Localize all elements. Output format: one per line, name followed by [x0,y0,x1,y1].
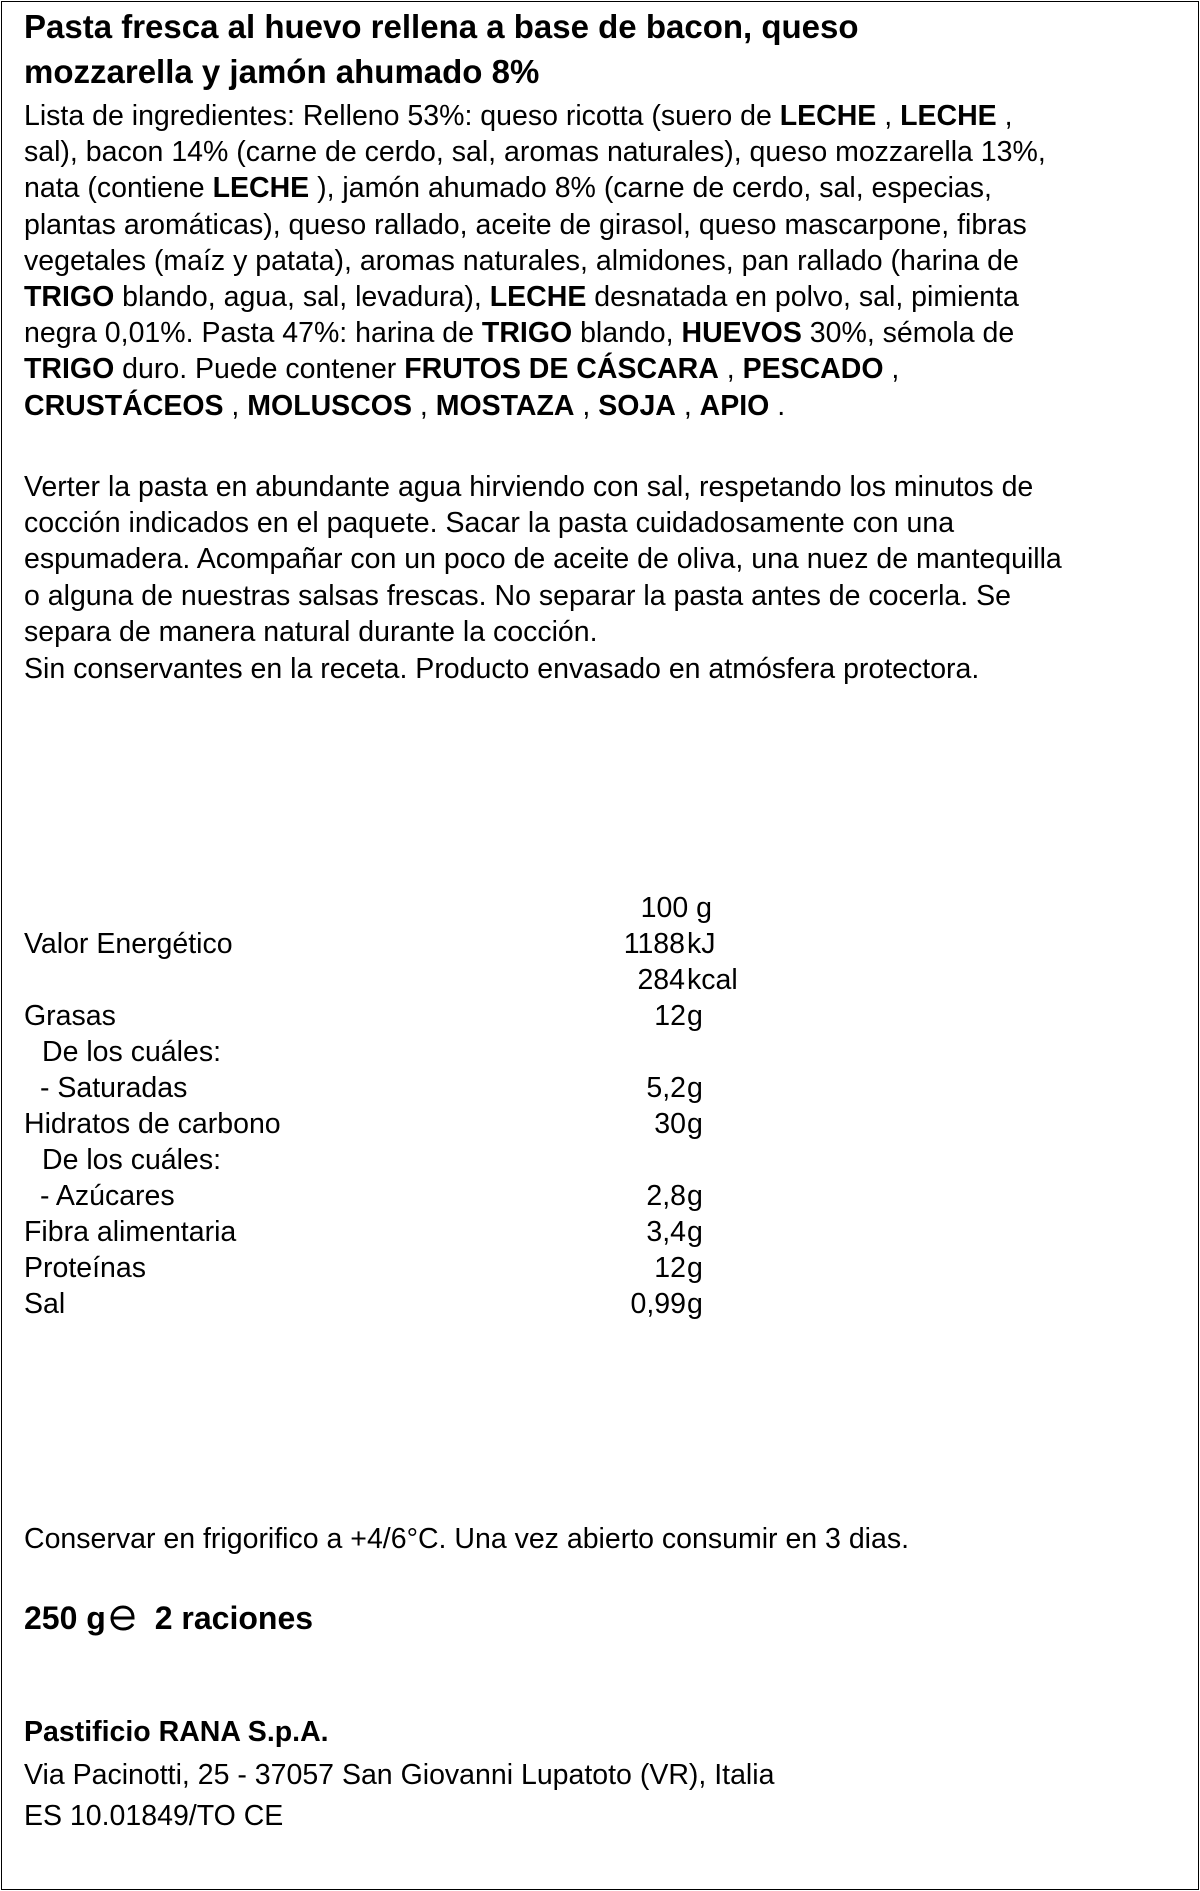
ingredients-text: duro. Puede contener [114,353,405,386]
instructions-line: cocción indicados en el paquete. Sacar la pasta cuidadosamente con una [24,507,955,540]
health-mark-code: ES 10.01849/TO CE [24,1800,284,1832]
of-which-label: De los cuáles: [42,1036,222,1068]
protein-label: Proteínas [24,1252,146,1284]
saturated-label: - Saturadas [40,1072,188,1104]
ingredients-text: Lista de ingredientes: Relleno 53%: queso ricotta (suero de [24,100,780,132]
ingredients-line [24,351,1184,387]
salt-value: 0,99 [630,1288,686,1320]
allergen: LECHE [900,100,997,132]
ingredients-text: . [769,389,786,422]
fat-label: Grasas [24,1000,116,1032]
instructions-line: Verter la pasta en abundante agua hirviendo con sal, respetando los minutos de [24,471,1034,503]
allergen: CRUSTÁCEOS [24,389,224,422]
energy-label: Valor Energético [24,928,233,960]
instructions-line: o alguna de nuestras salsas frescas. No separar la pasta antes de cocerla. Se [24,579,1011,612]
instructions-line: espumadera. Acompañar con un poco de aceite de oliva, una nuez de mantequilla [24,543,1062,576]
ingredients-line: vegetales (maíz y patata), aromas naturales, almidones, pan rallado (harina de [24,244,1019,277]
ingredients-text: , [675,389,700,422]
allergen: APIO [699,389,770,422]
ingredients-text: nata (contiene [24,172,213,205]
ingredients-text: , [996,100,1013,132]
product-title [24,4,859,94]
carbohydrates-label: Hidratos de carbono [24,1108,281,1140]
energy-kcal-unit: kcal [687,964,738,996]
salt-unit: g [687,1288,703,1320]
ingredients-text: blando, agua, sal, levadura), [114,281,490,314]
sugars-unit: g [687,1180,703,1212]
of-which-label: De los cuáles: [42,1144,222,1176]
ingredients-text: , [574,389,599,422]
ingredients-text: , [223,389,248,422]
ingredients-text: , [883,353,900,386]
allergen: FRUTOS DE CÁSCARA [404,353,719,386]
allergen: HUEVOS [681,317,802,350]
ingredients-line [24,279,1184,315]
fiber-unit: g [687,1216,703,1248]
ingredients-line [24,388,1184,424]
ingredients-text: negra 0,01%. Pasta 47%: harina de [24,317,482,350]
ingredients-line: plantas aromáticas), queso rallado, aceite de girasol, queso mascarpone, fibras [24,208,1027,241]
ingredients-text: , [718,353,743,386]
ingredients-text: ), jamón ahumado 8% (carne de cerdo, sal, especias, [309,172,992,205]
title-line-2: mozzarella y jamón ahumado 8% [24,53,540,90]
instructions-line: separa de manera natural durante la cocción. [24,615,598,648]
carbohydrates-unit: g [687,1108,703,1140]
ingredients-line: sal), bacon 14% (carne de cerdo, sal, aromas naturales), queso mozzarella 13%, [24,136,1046,169]
preservative-note [24,651,1184,687]
energy-kcal-value: 284 [637,964,685,996]
ingredients-line [24,98,1184,134]
sugars-value: 2,8 [646,1180,686,1212]
allergen: LECHE [212,172,310,205]
ingredients-text: 30%, sémola de [801,317,1015,350]
allergen: MOSTAZA [435,389,575,422]
fiber-value: 3,4 [646,1216,686,1248]
allergen: SOJA [598,389,676,422]
ingredients-text: , [411,389,436,422]
ingredients-line [24,315,1184,351]
net-weight-row [24,1600,313,1637]
allergen: MOLUSCOS [247,389,412,422]
allergen: LECHE [779,100,877,132]
fat-value: 12 [654,1000,686,1032]
allergen: TRIGO [24,281,115,314]
saturated-value: 5,2 [646,1072,686,1104]
allergen: LECHE [489,281,587,314]
storage-instructions: Conservar en frigorifico a +4/6°C. Una vez abierto consumir en 3 dias. [24,1523,910,1555]
company-name: Pastificio RANA S.p.A. [24,1716,329,1748]
preservative-note-text: Sin conservantes en la receta. Producto envasado en atmósfera protectora. [24,653,980,685]
ingredients-text: desnatada en polvo, sal, pimienta [586,281,1019,314]
allergen: TRIGO [481,317,573,350]
company-address: Via Pacinotti, 25 - 37057 San Giovanni Lupatoto (VR), Italia [24,1759,775,1791]
ingredients-text: blando, [572,317,682,350]
energy-kj-value: 1188 [623,928,685,960]
sugars-label: - Azúcares [40,1180,175,1212]
fiber-label: Fibra alimentaria [24,1216,237,1248]
net-weight: 250 g [24,1600,106,1636]
ingredients-line [24,170,1184,206]
ingredients-text: , [876,100,901,132]
servings: 2 raciones [154,1600,314,1636]
protein-value: 12 [654,1252,686,1284]
cooking-instructions [24,469,1184,650]
allergen: PESCADO [742,353,884,386]
salt-label: Sal [24,1288,66,1320]
estimated-sign-icon [108,1603,138,1633]
title-line-1: Pasta fresca al huevo rellena a base de bacon, queso [24,8,859,45]
energy-kj-unit: kJ [687,928,716,960]
carbohydrates-value: 30 [654,1108,686,1140]
saturated-unit: g [687,1072,703,1104]
protein-unit: g [687,1252,703,1284]
fat-unit: g [687,1000,703,1032]
allergen: TRIGO [24,353,115,386]
ingredients-list [24,98,1184,424]
nutrition-header: 100 g [640,892,712,924]
